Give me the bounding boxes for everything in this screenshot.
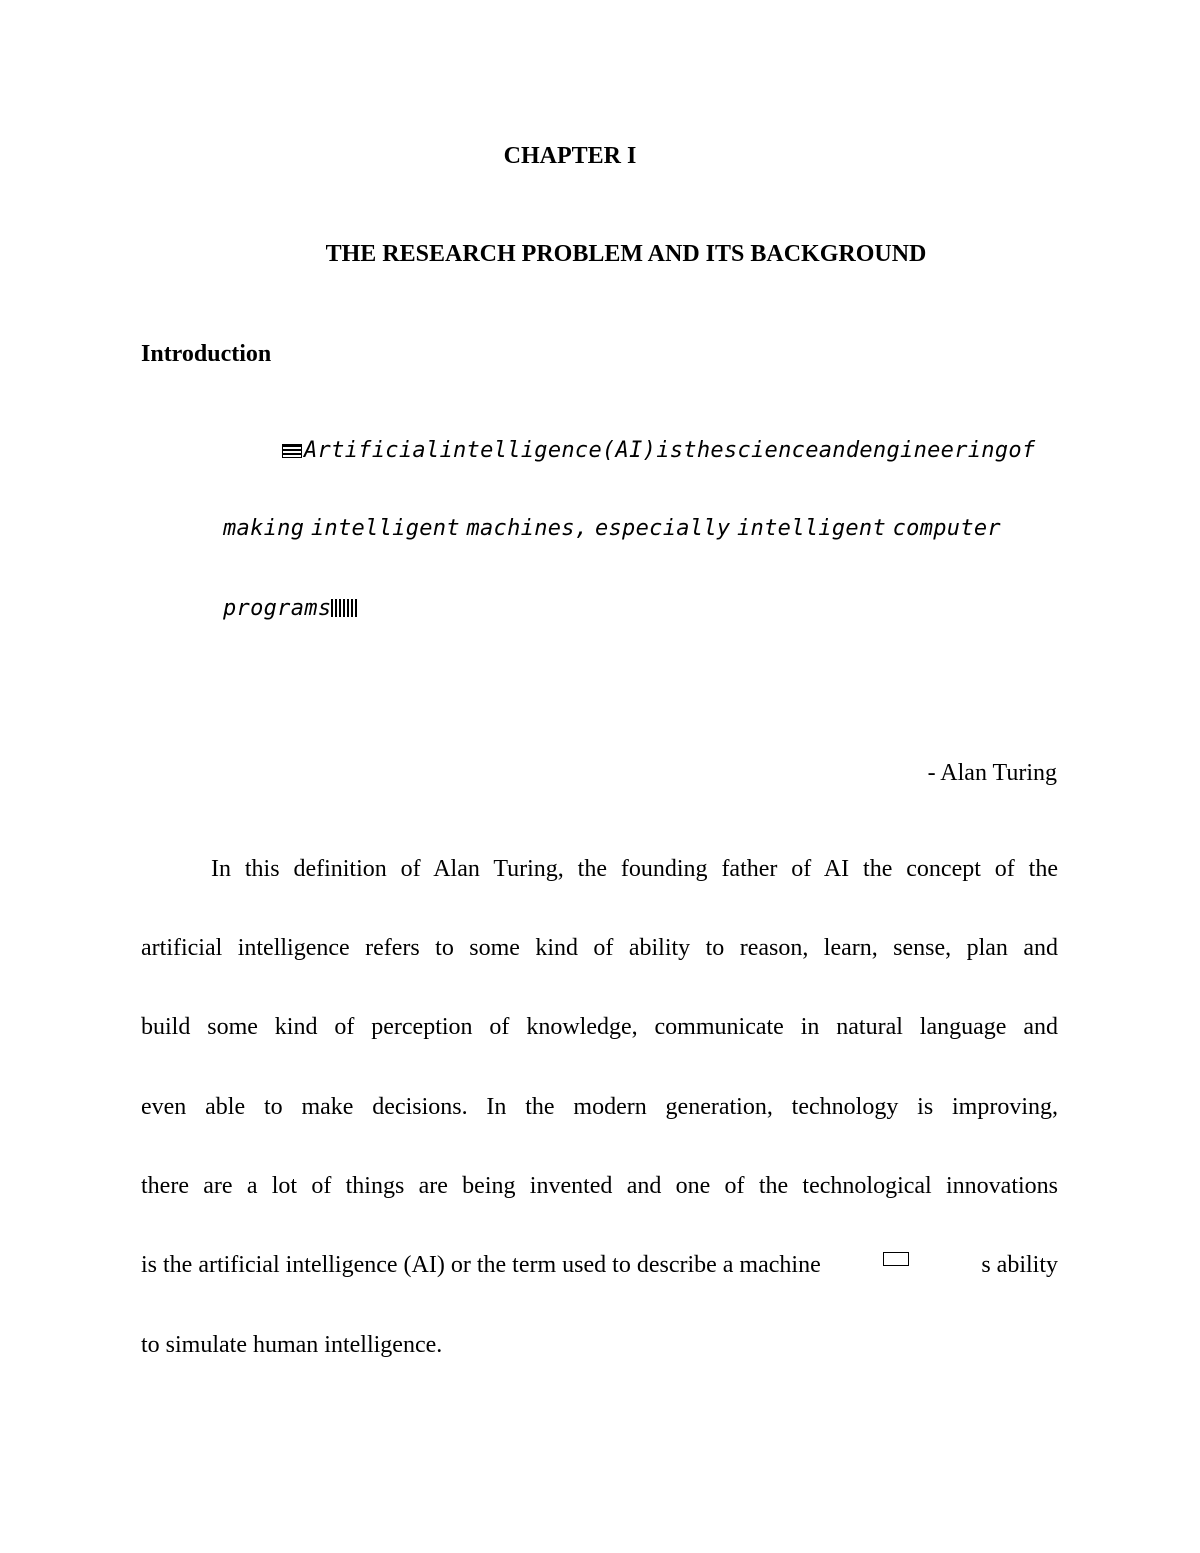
quote-word: and (818, 438, 860, 463)
paragraph-line: artificial intelligence refers to some kind of ability to reason, learn, sense, plan and (141, 935, 1058, 961)
quote-word: machines, (466, 516, 589, 541)
quote-word: intelligence (439, 438, 602, 463)
quote-word: engineering (859, 438, 1009, 463)
quote-line-3 (223, 596, 359, 621)
paragraph-line-segment: is the artificial intelligence (AI) or the term used to describe a machine (141, 1252, 821, 1278)
open-quote-glyph-icon (282, 444, 302, 458)
paragraph-line: even able to make decisions. In the modern generation, technology is improving, (141, 1094, 1058, 1120)
chapter-title: THE RESEARCH PROBLEM AND ITS BACKGROUND (325, 241, 927, 267)
quote-word: science (723, 438, 819, 463)
paragraph-line (141, 1252, 1058, 1279)
quote-word: the (683, 438, 724, 463)
quote-word: is (656, 438, 684, 463)
close-quote-glyph-icon (331, 599, 359, 617)
paragraph-line: In this definition of Alan Turing, the founding father of AI the concept of the (211, 856, 1058, 882)
quote-line-2 (223, 516, 1001, 541)
quote-word: computer (892, 516, 1001, 541)
quote-word: especially (594, 516, 731, 541)
quote-word: programs (223, 596, 332, 621)
quote-word: intelligent (310, 516, 460, 541)
paragraph-line: there are a lot of things are being invented and one of the technological innovations (141, 1173, 1058, 1199)
quote-word: making (223, 516, 305, 541)
paragraph-line: build some kind of perception of knowledge, communicate in natural language and (141, 1014, 1058, 1040)
chapter-label: CHAPTER I (503, 143, 637, 169)
quote-attribution: - Alan Turing (927, 760, 1057, 786)
quote-word: of (1008, 438, 1036, 463)
paragraph-line: to simulate human intelligence. (141, 1332, 443, 1358)
quote-word: Artificial (282, 438, 439, 463)
section-heading: Introduction (141, 341, 272, 367)
apostrophe-glyph-icon (883, 1252, 909, 1266)
quote-line-1 (282, 438, 1036, 463)
quote-word: (AI) (602, 438, 657, 463)
paragraph-line-segment: s ability (981, 1252, 1058, 1278)
quote-word: intelligent (737, 516, 887, 541)
